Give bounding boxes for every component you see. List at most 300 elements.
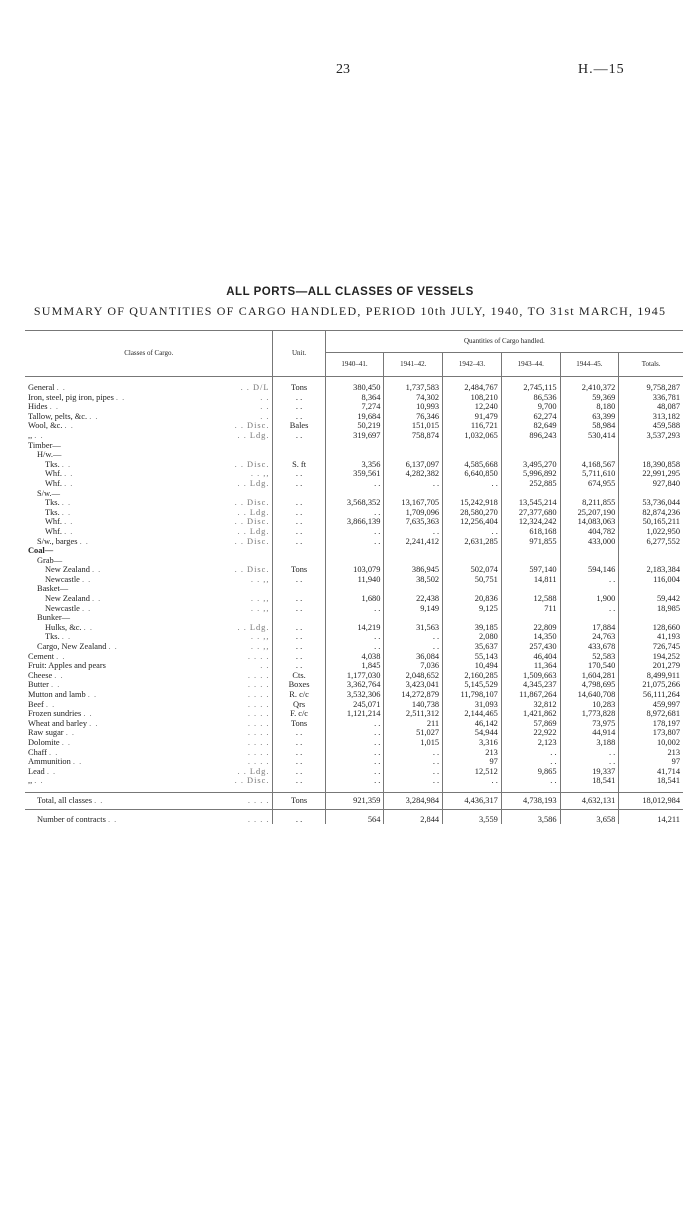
row-label: Grab—	[37, 555, 63, 565]
row-leader: . .	[91, 594, 102, 604]
row-year-value: 597,140	[501, 565, 560, 575]
header-year: 1942–43.	[443, 353, 502, 377]
row-year-value: 2,048,652	[384, 671, 443, 681]
row-label: Coal—	[28, 546, 54, 556]
row-year-value: 5,996,892	[501, 469, 560, 479]
row-year-value: 10,494	[443, 661, 502, 671]
row-year-value: 9,125	[443, 604, 502, 614]
row-total-value: 178,197	[652, 718, 680, 728]
row-year-value: 2,410,372	[560, 383, 619, 393]
row-year-value: 14,272,879	[384, 690, 443, 700]
row-label: ,,	[28, 430, 33, 440]
row-year-value: 10,283	[560, 700, 619, 710]
row-tag: . . ,,	[250, 642, 270, 652]
row-label: New Zealand	[45, 594, 90, 604]
row-year-value: 19,684	[325, 412, 384, 422]
row-unit: . .	[273, 642, 325, 652]
row-total-value: 2,183,384	[646, 565, 680, 575]
row-year-value: . .	[325, 479, 384, 489]
row-tag: . . Disc.	[234, 776, 270, 786]
row-year-value: 1,773,828	[560, 709, 619, 719]
row-leader: . .	[64, 421, 74, 431]
row-label: Iron, steel, pig iron, pipes	[28, 392, 114, 402]
row-total-value: 53,736,044	[642, 498, 680, 508]
row-year-value	[560, 613, 619, 623]
row-year-value: . .	[501, 757, 560, 767]
row-year-value: 2,123	[501, 738, 560, 748]
table-row	[25, 792, 683, 809]
row-tag: . .	[260, 402, 270, 412]
table-row	[25, 809, 683, 824]
row-year-value	[325, 556, 384, 566]
row-year-value	[443, 450, 502, 460]
row-year-value	[384, 441, 443, 451]
row-leader: . .	[64, 526, 74, 536]
row-leader: . .	[108, 642, 118, 652]
row-unit: . .	[273, 632, 325, 642]
row-year-value: 31,563	[384, 623, 443, 633]
row-year-value: 2,844	[384, 809, 443, 824]
row-year-value: . .	[560, 575, 619, 585]
row-year-value	[384, 489, 443, 499]
table-row	[25, 680, 683, 690]
row-year-value: 57,869	[501, 719, 560, 729]
row-year-value	[560, 556, 619, 566]
row-total-value: 22,991,295	[642, 469, 680, 479]
row-total-value: 18,541	[656, 776, 680, 786]
row-leader: . .	[89, 411, 99, 421]
row-unit: . .	[273, 402, 325, 412]
row-year-value: 3,188	[560, 738, 619, 748]
row-label: Timber—	[28, 440, 61, 450]
row-total-value: 128,660	[652, 622, 680, 632]
table-row	[25, 393, 683, 403]
table-row	[25, 575, 683, 585]
row-tag: . . ,,	[250, 603, 270, 613]
row-year-value: 62,274	[501, 412, 560, 422]
row-year-value: 1,015	[384, 738, 443, 748]
row-total-value: 18,985	[656, 603, 680, 613]
row-year-value: 1,604,281	[560, 671, 619, 681]
row-unit: . .	[273, 393, 325, 403]
header-year: 1941–42.	[384, 353, 443, 377]
row-unit: . .	[273, 508, 325, 518]
row-unit: . .	[273, 431, 325, 441]
row-year-value: 14,219	[325, 623, 384, 633]
row-unit: Tons	[273, 383, 325, 393]
row-label: Raw sugar	[28, 728, 64, 738]
row-total-value: 1,022,950	[646, 526, 680, 536]
row-year-value: 4,585,668	[443, 460, 502, 470]
row-year-value	[325, 489, 384, 499]
row-year-value: 3,532,306	[325, 690, 384, 700]
row-tag: . . Disc.	[234, 517, 270, 527]
row-unit: . .	[273, 517, 325, 527]
row-year-value: . .	[443, 479, 502, 489]
table-row	[25, 776, 683, 786]
row-total-value: 21,075,266	[642, 680, 680, 690]
row-year-value	[443, 613, 502, 623]
table-row	[25, 652, 683, 662]
row-tag: . . Ldg.	[237, 622, 270, 632]
row-year-value: 4,632,131	[560, 792, 619, 809]
row-tag: . . ,,	[250, 632, 270, 642]
row-leader: . .	[89, 718, 99, 728]
row-year-value: 103,079	[325, 565, 384, 575]
row-year-value	[325, 441, 384, 451]
row-leader: . .	[81, 574, 92, 584]
row-year-value: 58,984	[560, 421, 619, 431]
row-year-value	[501, 546, 560, 556]
page-title: ALL PORTS—ALL CLASSES OF VESSELS	[226, 286, 474, 298]
row-year-value: 7,274	[325, 402, 384, 412]
page-subtitle: SUMMARY OF QUANTITIES OF CARGO HANDLED, PERIOD 10th JULY, 1940, TO 31st MARCH, 1945	[33, 304, 667, 318]
row-year-value	[443, 556, 502, 566]
header-quantities-group: Quantities of Cargo handled.	[325, 331, 683, 353]
row-tag: . . ,,	[250, 469, 270, 479]
row-total-value: 41,193	[656, 632, 680, 642]
row-unit: . .	[273, 537, 325, 547]
page-reference: H.—15	[578, 62, 625, 77]
row-total-value: 336,781	[652, 392, 680, 402]
row-leader: . .	[56, 651, 66, 661]
row-year-value: . .	[325, 776, 384, 786]
row-year-value: 25,207,190	[560, 508, 619, 518]
row-label: Hides	[28, 402, 48, 412]
row-total-value: 48,087	[656, 402, 680, 412]
row-year-value	[443, 584, 502, 594]
row-leader: . .	[83, 622, 93, 632]
table-row	[25, 412, 683, 422]
row-leader: . .	[49, 402, 59, 412]
row-unit: . .	[273, 575, 325, 585]
row-year-value: 2,511,312	[384, 709, 443, 719]
row-leader: . .	[87, 690, 98, 699]
row-unit: . .	[273, 469, 325, 479]
row-label: Lead	[28, 766, 45, 776]
row-year-value: 9,865	[501, 767, 560, 777]
row-unit: . .	[273, 479, 325, 489]
row-total-value: 97	[671, 757, 680, 767]
row-year-value: 108,210	[443, 393, 502, 403]
row-leader: . .	[64, 478, 74, 488]
row-year-value	[443, 546, 502, 556]
row-label: Cheese	[28, 670, 53, 680]
table-row	[25, 738, 683, 748]
row-year-value: 971,855	[501, 537, 560, 547]
row-year-value: 28,580,270	[443, 508, 502, 518]
row-label: ,,	[28, 776, 33, 786]
row-leader: . .	[94, 795, 104, 805]
row-year-value	[560, 546, 619, 556]
row-year-value: 530,414	[560, 431, 619, 441]
row-unit: F. c/c	[273, 709, 325, 719]
row-year-value: 3,568,352	[325, 498, 384, 508]
row-year-value	[384, 584, 443, 594]
row-year-value: 3,284,984	[384, 792, 443, 809]
row-leader: . .	[107, 814, 118, 824]
row-year-value: 2,631,285	[443, 537, 502, 547]
row-year-value	[384, 546, 443, 556]
row-year-value: 1,121,214	[325, 709, 384, 719]
row-label: Wheat and barley	[28, 718, 88, 728]
row-year-value: 1,680	[325, 594, 384, 604]
row-year-value: 50,219	[325, 421, 384, 431]
row-year-value: 3,559	[443, 809, 502, 824]
row-year-value: . .	[443, 527, 502, 537]
table-row	[25, 517, 683, 527]
row-year-value: 15,242,918	[443, 498, 502, 508]
row-year-value: 564	[325, 809, 384, 824]
row-year-value: 1,900	[560, 594, 619, 604]
row-year-value: . .	[384, 767, 443, 777]
row-year-value	[325, 584, 384, 594]
row-year-value: . .	[325, 738, 384, 748]
row-year-value: . .	[325, 642, 384, 652]
row-year-value: 12,240	[443, 402, 502, 412]
row-year-value: . .	[325, 508, 384, 518]
row-tag: . . Disc.	[234, 565, 270, 575]
row-unit	[273, 441, 325, 451]
row-label: Whf.	[45, 517, 62, 527]
row-tag: . . Ldg.	[237, 507, 270, 517]
table-row	[25, 584, 683, 594]
table-row	[25, 623, 683, 633]
row-year-value: 245,071	[325, 700, 384, 710]
row-total-value: 8,499,911	[646, 670, 680, 680]
row-year-value	[325, 546, 384, 556]
row-tag: . . ,,	[250, 574, 270, 584]
row-unit	[273, 489, 325, 499]
row-year-value: 73,975	[560, 719, 619, 729]
row-year-value: 404,782	[560, 527, 619, 537]
row-leader: . .	[72, 757, 83, 767]
row-leader: . .	[51, 680, 61, 690]
row-year-value: 7,036	[384, 661, 443, 671]
row-year-value: . .	[501, 776, 560, 786]
row-unit	[273, 546, 325, 556]
row-label: Number of contracts	[37, 814, 106, 824]
row-label: Cement	[28, 651, 55, 661]
row-year-value: 22,809	[501, 623, 560, 633]
row-label: Butter	[28, 680, 49, 690]
row-year-value: 31,093	[443, 700, 502, 710]
row-tag: . . D/L	[240, 383, 270, 392]
row-tag: . .	[260, 392, 270, 402]
row-year-value: 11,940	[325, 575, 384, 585]
row-leader: . .	[61, 632, 72, 642]
row-year-value: 63,399	[560, 412, 619, 422]
row-unit: . .	[273, 412, 325, 422]
table-row	[25, 748, 683, 758]
row-year-value: 758,874	[384, 431, 443, 441]
row-year-value	[443, 489, 502, 499]
table-row	[25, 604, 683, 614]
row-year-value: 9,700	[501, 402, 560, 412]
row-year-value: 1,509,663	[501, 671, 560, 681]
row-year-value: . .	[325, 537, 384, 547]
row-unit: . .	[273, 498, 325, 508]
table-row	[25, 661, 683, 671]
row-year-value: 6,640,850	[443, 469, 502, 479]
row-year-value	[325, 450, 384, 460]
row-year-value	[501, 584, 560, 594]
row-year-value: 27,377,680	[501, 508, 560, 518]
row-tag: . . . .	[247, 737, 270, 747]
row-year-value	[443, 441, 502, 451]
row-year-value: . .	[325, 748, 384, 758]
row-year-value: 380,450	[325, 383, 384, 393]
row-leader: . .	[79, 536, 89, 546]
row-leader: . .	[64, 469, 74, 479]
row-leader: . .	[91, 565, 102, 575]
table-row	[25, 460, 683, 470]
row-label: Total, all classes	[37, 795, 92, 805]
row-year-value: 52,583	[560, 652, 619, 662]
row-year-value: 17,884	[560, 623, 619, 633]
row-year-value: 3,658	[560, 809, 619, 824]
row-year-value: 3,423,041	[384, 680, 443, 690]
row-year-value: . .	[384, 776, 443, 786]
row-year-value	[560, 489, 619, 499]
table-row	[25, 700, 683, 710]
row-label: Fruit: Apples and pears	[28, 661, 106, 671]
row-year-value: 4,282,382	[384, 469, 443, 479]
row-label: Tallow, pelts, &c.	[28, 411, 88, 421]
row-year-value: 55,143	[443, 652, 502, 662]
row-year-value	[560, 450, 619, 460]
row-unit: Tons	[273, 792, 325, 809]
table-row	[25, 469, 683, 479]
row-label: S/w.—	[37, 488, 60, 498]
row-leader: . .	[56, 383, 66, 392]
row-unit: . .	[273, 661, 325, 671]
row-year-value: 2,745,115	[501, 383, 560, 393]
table-row	[25, 719, 683, 729]
table-row	[25, 565, 683, 575]
row-year-value: . .	[384, 748, 443, 758]
row-year-value: . .	[501, 748, 560, 758]
row-year-value: 2,144,465	[443, 709, 502, 719]
row-total-value: 459,588	[652, 421, 680, 431]
row-year-value: 2,080	[443, 632, 502, 642]
row-total-value: 50,165,211	[642, 517, 680, 527]
table-row	[25, 690, 683, 700]
row-label: Beef	[28, 699, 44, 709]
row-tag: . . . .	[247, 690, 270, 699]
row-year-value: 76,346	[384, 412, 443, 422]
row-year-value	[501, 450, 560, 460]
row-year-value: 3,866,139	[325, 517, 384, 527]
row-tag: . . . .	[247, 757, 270, 767]
header-totals: Totals.	[619, 353, 683, 377]
row-leader: . .	[61, 507, 72, 517]
row-year-value: 20,836	[443, 594, 502, 604]
row-label: Cargo, New Zealand	[37, 642, 107, 652]
row-total-value: 313,182	[652, 411, 680, 421]
header-unit: Unit.	[273, 331, 325, 377]
row-unit: Qrs	[273, 700, 325, 710]
table-row	[25, 767, 683, 777]
row-year-value: . .	[384, 527, 443, 537]
row-year-value: 50,751	[443, 575, 502, 585]
row-year-value: 32,812	[501, 700, 560, 710]
row-leader: . .	[34, 430, 44, 440]
row-tag: . . . .	[247, 718, 270, 728]
row-tag: . . Ldg.	[237, 478, 270, 488]
row-year-value: 46,142	[443, 719, 502, 729]
row-year-value: 59,369	[560, 393, 619, 403]
row-label: Whf.	[45, 469, 62, 479]
row-year-value: 24,763	[560, 632, 619, 642]
row-year-value: 1,032,065	[443, 431, 502, 441]
row-total-value	[619, 556, 683, 566]
row-leader: . .	[115, 392, 126, 402]
row-year-value: 54,944	[443, 728, 502, 738]
row-year-value: 1,421,862	[501, 709, 560, 719]
row-year-value: 4,168,567	[560, 460, 619, 470]
row-label: Frozen sundries	[28, 709, 82, 719]
row-label: New Zealand	[45, 565, 90, 575]
row-year-value: 14,350	[501, 632, 560, 642]
row-year-value: 19,337	[560, 767, 619, 777]
row-year-value: 36,084	[384, 652, 443, 662]
row-year-value: 3,495,270	[501, 460, 560, 470]
row-leader: . .	[61, 498, 72, 508]
row-year-value	[560, 441, 619, 451]
row-total-value: 6,277,552	[646, 536, 680, 546]
row-total-value: 18,390,858	[642, 459, 680, 469]
row-leader: . .	[83, 709, 93, 719]
row-year-value: 140,738	[384, 700, 443, 710]
row-tag: . . . .	[247, 728, 270, 738]
row-year-value: 10,993	[384, 402, 443, 412]
row-tag: . . Disc.	[234, 498, 270, 508]
row-year-value	[501, 613, 560, 623]
row-label: Tks.	[45, 632, 60, 642]
table-row	[25, 421, 683, 431]
row-year-value: 502,074	[443, 565, 502, 575]
row-year-value: 9,149	[384, 604, 443, 614]
row-label: H/w.—	[37, 450, 62, 460]
row-total-value: 8,972,681	[646, 709, 680, 719]
row-total-value: 116,004	[653, 574, 680, 584]
row-year-value: 4,738,193	[501, 792, 560, 809]
row-unit	[273, 584, 325, 594]
row-leader: . .	[34, 776, 44, 786]
header-year: 1944–45.	[560, 353, 619, 377]
row-total-value	[619, 441, 683, 451]
row-year-value: 2,241,412	[384, 537, 443, 547]
row-tag: . . . .	[247, 651, 270, 661]
row-unit: . .	[273, 604, 325, 614]
row-year-value: . .	[384, 479, 443, 489]
row-year-value: 213	[443, 748, 502, 758]
row-label: Hulks, &c.	[45, 622, 82, 632]
row-label: Whf.	[45, 526, 62, 536]
row-total-value: 56,111,264	[642, 690, 680, 699]
row-year-value: 359,561	[325, 469, 384, 479]
row-total-value: 173,807	[652, 728, 680, 738]
row-year-value: 3,356	[325, 460, 384, 470]
row-unit: . .	[273, 527, 325, 537]
table-row	[25, 498, 683, 508]
row-year-value: . .	[325, 604, 384, 614]
row-total-value: 201,279	[652, 661, 680, 671]
row-total-value: 9,758,287	[646, 383, 680, 392]
row-year-value: 91,479	[443, 412, 502, 422]
table-row	[25, 441, 683, 451]
